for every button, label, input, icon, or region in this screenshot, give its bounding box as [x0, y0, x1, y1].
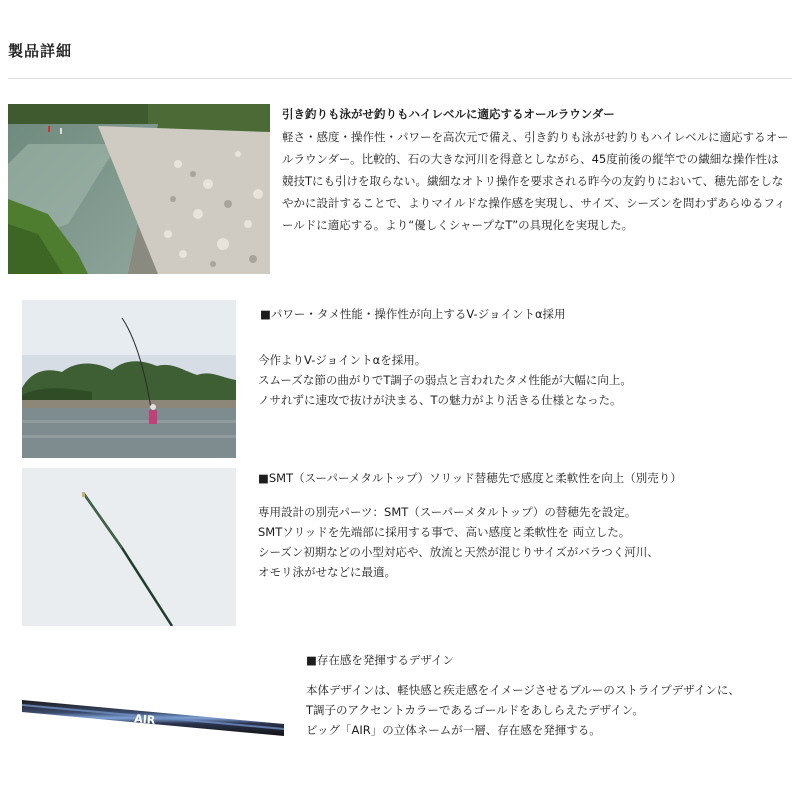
angler-in-river-image	[22, 300, 236, 458]
rod-tip-sky-image	[22, 468, 236, 626]
section-4-heading: ■存在感を発揮するデザイン	[306, 653, 455, 667]
rod-blank-logo-image	[22, 690, 284, 740]
section-4-line-1: 本体デザインは、軽快感と疾走感をイメージさせるブルーのストライプデザインに、	[306, 683, 740, 697]
air-logo-text: AIR	[133, 712, 156, 727]
section-1-heading: 引き釣りも泳がせ釣りもハイレベルに適応するオールラウンダー	[282, 107, 615, 121]
section-3-line-2: SMTソリッドを先端部に採用する事で、高い感度と柔軟性を 両立した。	[258, 525, 631, 539]
section-1-body: 軽さ・感度・操作性・パワーを高次元で備え、引き釣りも泳がせ釣りもハイレベルに適応するオールラウンダー。比較的、石の大きな河川を得意としながら、45度前後の縦竿での繊細な操作性は競技Tにも引けを取らない。繊細なオトリ操作を要求される昨今の友釣りにおいて、穂先部をしなやかに設計することで、よりマイルドな操作感を実現し、サイズ、シーズンを問わずあらゆるフィールドに適応する。より“優しくシャープなT”の具現化を実現した。	[282, 130, 789, 232]
section-4-line-3: ビッグ「AIR」の立体ネームが一層、存在感を発揮する。	[306, 723, 601, 737]
section-4-body	[306, 680, 740, 740]
section-2-heading: ■パワー・タメ性能・操作性が向上するV-ジョイントα採用	[260, 307, 566, 321]
river-landscape-image	[8, 104, 270, 274]
section-3-line-4: オモリ泳がせなどに最適。	[258, 565, 396, 579]
section-3-line-1: 専用設計の別売パーツ：SMT（スーパーメタルトップ）の替穂先を設定。	[258, 505, 637, 519]
title-divider	[8, 78, 792, 79]
section-3-line-3: シーズン初期などの小型対応や、放流と天然が混じりサイズがバラつく河川、	[258, 545, 659, 559]
section-3-heading: ■SMT（スーパーメタルトップ）ソリッド替穂先で感度と柔軟性を向上（別売り）	[258, 471, 682, 485]
section-4-line-2: T調子のアクセントカラーであるゴールドをあしらえたデザイン。	[306, 703, 644, 717]
page-title: 製品詳細	[8, 42, 73, 60]
section-2-body	[258, 350, 632, 410]
section-2-line-2: スムーズな節の曲がりでT調子の弱点と言われたタメ性能が大幅に向上。	[258, 373, 632, 387]
section-3-body	[258, 502, 659, 582]
section-2-line-1: 今作よりV-ジョイントαを採用。	[258, 353, 427, 367]
section-2-line-3: ノサれずに速攻で抜けが決まる、Tの魅力がより活きる仕様となった。	[258, 393, 622, 407]
